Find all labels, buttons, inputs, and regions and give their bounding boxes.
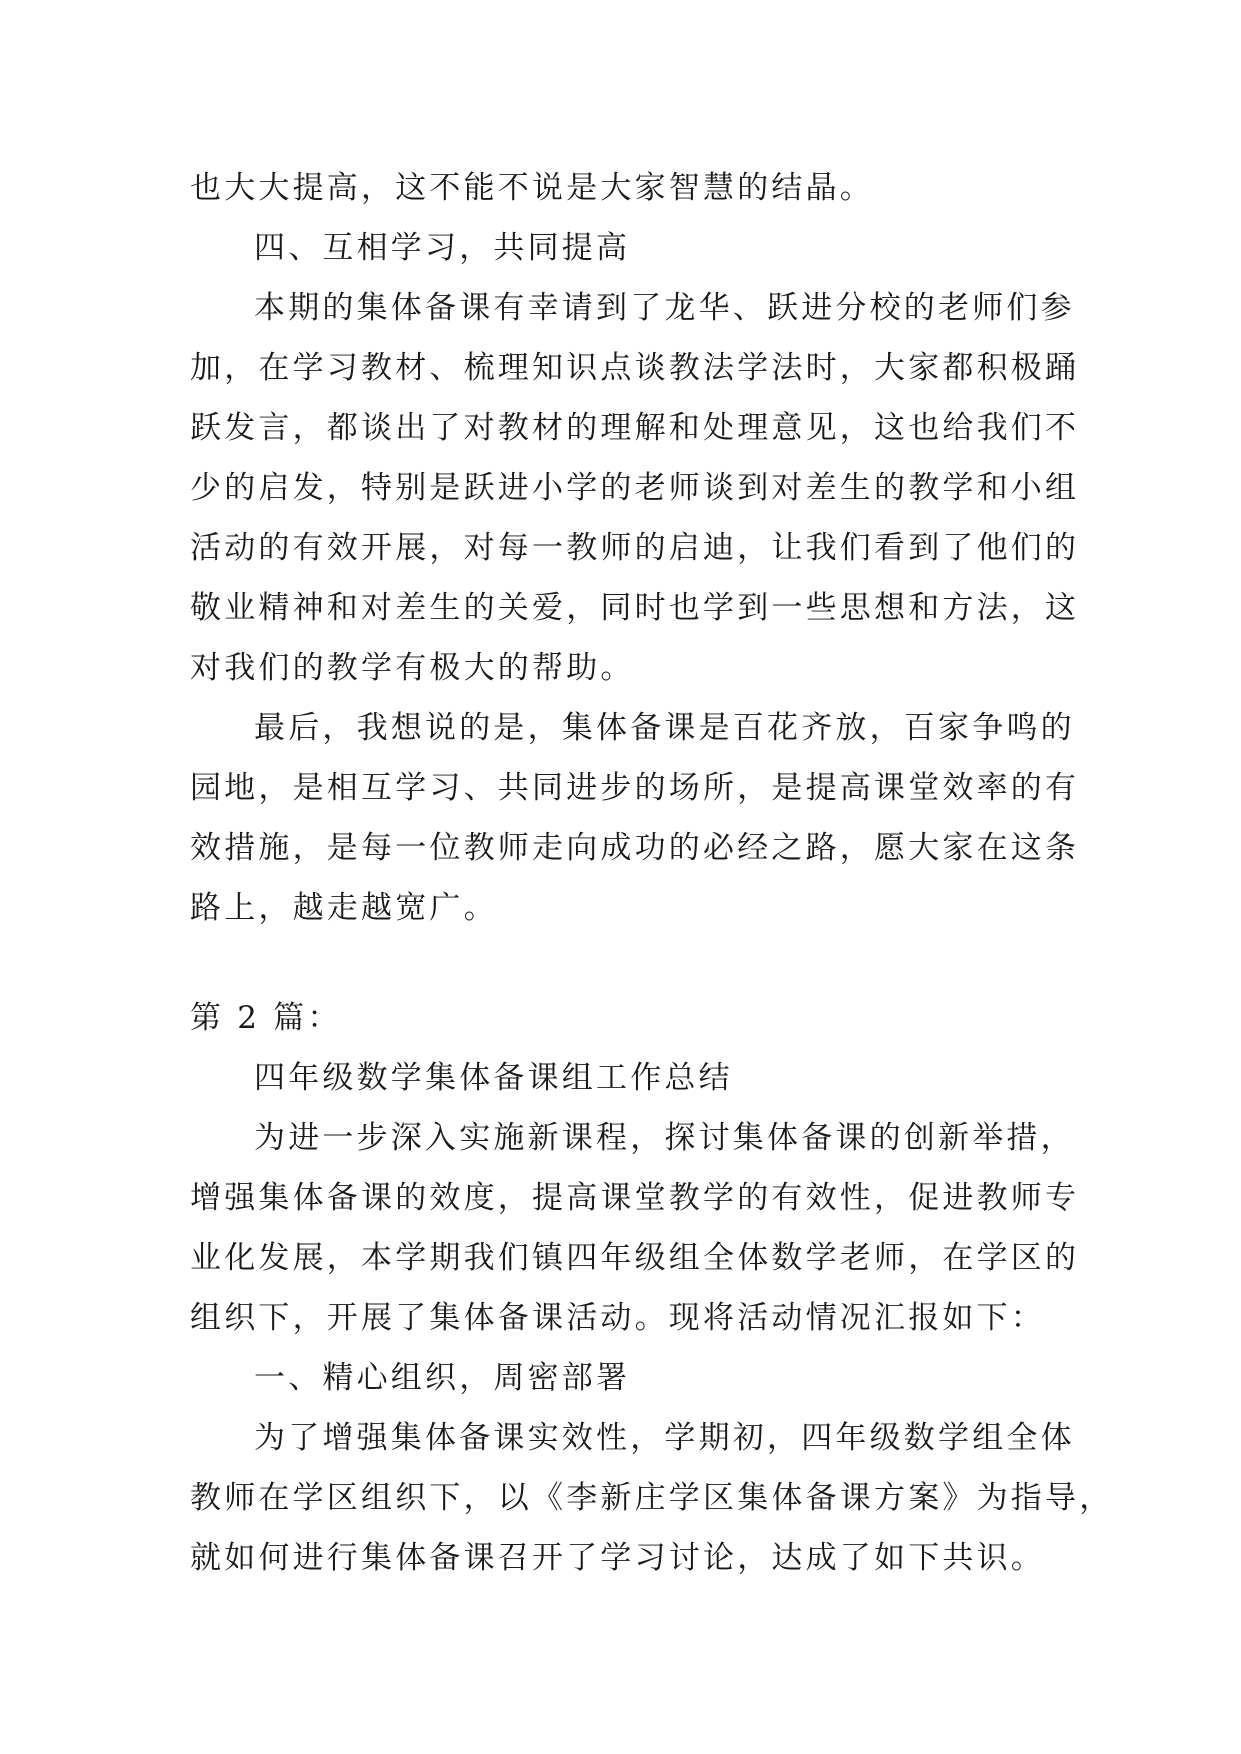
body-text-line: 教师在学区组织下，以《李新庄学区集体备课方案》为指导，: [190, 1480, 1114, 1516]
body-text-line: 加，在学习教材、梳理知识点谈教法学法时，大家都积极踊: [190, 350, 1080, 386]
body-text-line: 跃发言，都谈出了对教材的理解和处理意见，这也给我们不: [190, 410, 1080, 446]
body-text-line: 业化发展，本学期我们镇四年级组全体数学老师，在学区的: [190, 1240, 1080, 1276]
paragraph-first-line: 为进一步深入实施新课程，探讨集体备课的创新举措，: [254, 1120, 1075, 1156]
body-text-line: 少的启发，特别是跃进小学的老师谈到对差生的教学和小组: [190, 470, 1080, 506]
part-label: 第 2 篇：: [190, 1000, 342, 1036]
paragraph-first-line: 最后，我想说的是，集体备课是百花齐放，百家争鸣的: [254, 710, 1075, 746]
body-text-line: 效措施，是每一位教师走向成功的必经之路，愿大家在这条: [190, 830, 1080, 866]
body-text-line: 就如何进行集体备课召开了学习讨论，达成了如下共识。: [190, 1540, 1045, 1576]
body-text-line: 园地，是相互学习、共同进步的场所，是提高课堂效率的有: [190, 770, 1080, 806]
body-text-line: 也大大提高，这不能不说是大家智慧的结晶。: [190, 170, 874, 206]
paragraph-first-line: 本期的集体备课有幸请到了龙华、跃进分校的老师们参: [254, 290, 1075, 326]
body-text-line: 组织下，开展了集体备课活动。现将活动情况汇报如下：: [190, 1300, 1045, 1336]
body-text-line: 增强集体备课的效度，提高课堂教学的有效性，促进教师专: [190, 1180, 1080, 1216]
body-text-line: 对我们的教学有极大的帮助。: [190, 650, 635, 686]
section-heading: 四、互相学习，共同提高: [254, 230, 631, 266]
body-text-line: 路上，越走越宽广。: [190, 890, 498, 926]
section-heading: 一、精心组织，周密部署: [254, 1360, 631, 1396]
body-text-line: 敬业精神和对差生的关爱，同时也学到一些思想和方法，这: [190, 590, 1080, 626]
document-title: 四年级数学集体备课组工作总结: [254, 1060, 733, 1096]
body-text-line: 活动的有效开展，对每一教师的启迪，让我们看到了他们的: [190, 530, 1080, 566]
paragraph-first-line: 为了增强集体备课实效性，学期初，四年级数学组全体: [254, 1420, 1075, 1456]
